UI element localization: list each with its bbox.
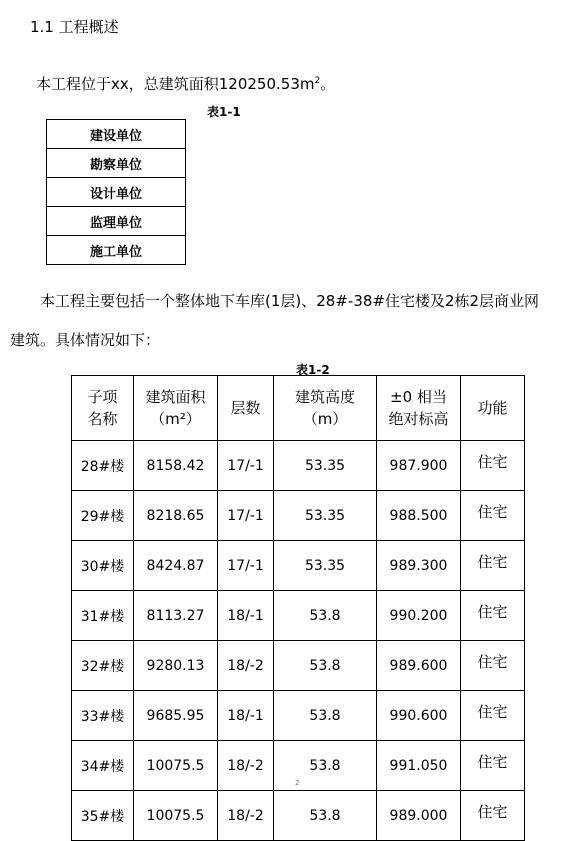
scope-paragraph-line2: 建筑。具体情况如下： (10, 331, 161, 349)
page-number: 2 (295, 779, 300, 787)
table-row (72, 691, 525, 741)
table-row (72, 641, 525, 691)
cell-height: 53.35 (274, 541, 377, 591)
intro-tail: 。 (320, 75, 336, 93)
cell-name: 29#楼 (72, 491, 134, 541)
cell-name: 33#楼 (72, 691, 134, 741)
cell-function: 住宅 (461, 741, 525, 791)
cell-function: 住宅 (461, 591, 525, 641)
table-row (47, 236, 186, 265)
header-elevation: ±0 相当 绝对标高 (377, 376, 461, 441)
cell-area: 8424.87 (134, 541, 218, 591)
cell-floors: 18/-2 (218, 641, 274, 691)
cell-floors: 17/-1 (218, 441, 274, 491)
cell-height: 53.8 (274, 791, 377, 841)
table2-caption: 表1-2 (296, 363, 330, 377)
table-row (72, 791, 525, 841)
cell-height: 53.35 (274, 491, 377, 541)
cell-name: 30#楼 (72, 541, 134, 591)
header-height: 建筑高度 （m） (274, 376, 377, 441)
cell-area: 10075.5 (134, 791, 218, 841)
section-heading (30, 16, 119, 37)
cell-height: 53.8 (274, 641, 377, 691)
intro-paragraph (36, 73, 335, 94)
cell-area: 8158.42 (134, 441, 218, 491)
cell-name: 35#楼 (72, 791, 134, 841)
header-name: 子项 名称 (72, 376, 134, 441)
cell-floors: 18/-2 (218, 741, 274, 791)
cell-function: 住宅 (461, 641, 525, 691)
cell-area: 9280.13 (134, 641, 218, 691)
cell-function: 住宅 (461, 691, 525, 741)
cell-height: 53.35 (274, 441, 377, 491)
units-cell: 勘察单位 (47, 149, 186, 178)
cell-function: 住宅 (461, 491, 525, 541)
cell-area: 8218.65 (134, 491, 218, 541)
cell-area: 10075.5 (134, 741, 218, 791)
cell-name: 28#楼 (72, 441, 134, 491)
cell-elevation: 989.600 (377, 641, 461, 691)
buildings-table (71, 375, 525, 841)
cell-elevation: 989.000 (377, 791, 461, 841)
section-title: 工程概述 (58, 18, 119, 36)
section-number: 1.1 (30, 18, 54, 36)
units-cell: 施工单位 (47, 236, 186, 265)
cell-function: 住宅 (461, 791, 525, 841)
cell-elevation: 990.200 (377, 591, 461, 641)
cell-floors: 18/-1 (218, 591, 274, 641)
table-row (72, 591, 525, 641)
table-header-row (72, 376, 525, 441)
units-cell: 设计单位 (47, 178, 186, 207)
cell-floors: 18/-2 (218, 791, 274, 841)
cell-name: 31#楼 (72, 591, 134, 641)
cell-elevation: 987.900 (377, 441, 461, 491)
cell-height: 53.8 (274, 741, 377, 791)
table-row (72, 441, 525, 491)
table-row (72, 491, 525, 541)
cell-function: 住宅 (461, 441, 525, 491)
table1-caption: 表1-1 (207, 105, 241, 119)
units-cell: 建设单位 (47, 120, 186, 149)
cell-elevation: 988.500 (377, 491, 461, 541)
cell-area: 9685.95 (134, 691, 218, 741)
cell-area: 8113.27 (134, 591, 218, 641)
intro-superscript: 2 (314, 76, 321, 86)
cell-elevation: 991.050 (377, 741, 461, 791)
table-row (47, 178, 186, 207)
cell-name: 34#楼 (72, 741, 134, 791)
header-area: 建筑面积 （m²） (134, 376, 218, 441)
header-function: 功能 (461, 376, 525, 441)
cell-function: 住宅 (461, 541, 525, 591)
cell-floors: 17/-1 (218, 541, 274, 591)
cell-floors: 18/-1 (218, 691, 274, 741)
table-row (47, 120, 186, 149)
cell-name: 32#楼 (72, 641, 134, 691)
cell-elevation: 990.600 (377, 691, 461, 741)
cell-elevation: 989.300 (377, 541, 461, 591)
units-cell: 监理单位 (47, 207, 186, 236)
scope-paragraph-line1: 本工程主要包括一个整体地下车库(1层)、28#-38#住宅楼及2栋2层商业网 (40, 292, 540, 310)
table-row (47, 207, 186, 236)
cell-floors: 17/-1 (218, 491, 274, 541)
header-floors: 层数 (218, 376, 274, 441)
cell-height: 53.8 (274, 691, 377, 741)
table-row (72, 541, 525, 591)
intro-text: 本工程位于xx，总建筑面积120250.53m (36, 75, 315, 93)
table-row (47, 149, 186, 178)
cell-height: 53.8 (274, 591, 377, 641)
units-table (46, 119, 186, 265)
